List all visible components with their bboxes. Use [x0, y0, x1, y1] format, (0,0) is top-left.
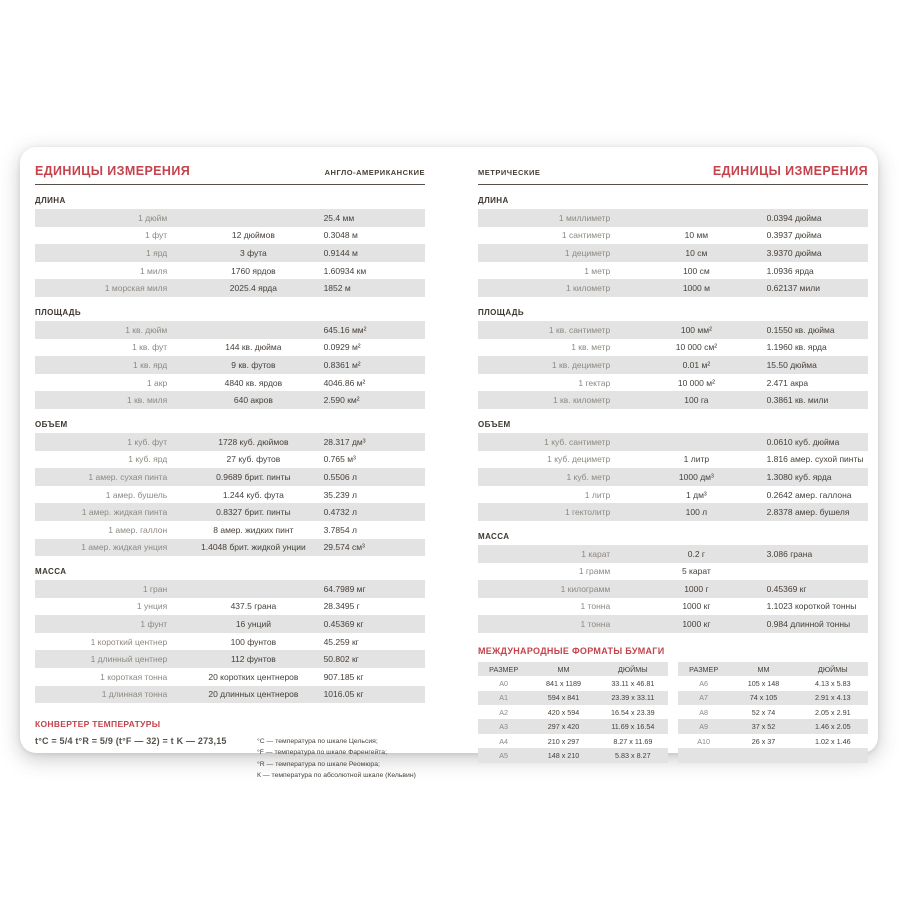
equivalent-cell: 100 л [685, 507, 708, 518]
table-row [35, 339, 425, 357]
metric-value-cell: 1.60934 км [323, 265, 367, 276]
paper-row [678, 705, 868, 719]
inches-cell: 2.05 x 2.91 [815, 707, 851, 717]
mm-cell: 148 x 210 [547, 750, 580, 760]
table-row [35, 209, 425, 227]
table-row [478, 468, 868, 486]
size-cell: A2 [499, 707, 509, 717]
unit-cell: 1 кв. фут [132, 342, 168, 353]
table-row [478, 321, 868, 339]
unit-cell: 1 грамм [578, 566, 611, 577]
unit-cell: 1 ярд [146, 247, 168, 258]
mm-cell: 420 x 594 [547, 707, 580, 717]
equivalent-cell: 27 куб. футов [226, 454, 281, 465]
table-row [478, 563, 868, 581]
table-row [35, 615, 425, 633]
equivalent-cell: 437.5 грана [230, 601, 277, 612]
metric-value-cell: 28.317 дм³ [323, 436, 366, 447]
metric-value-cell: 0.5506 л [323, 471, 357, 482]
section-title: ОБЪЕМ [35, 419, 68, 429]
section-title: ДЛИНА [478, 196, 509, 205]
equivalent-cell: 1 дм³ [686, 489, 707, 500]
metric-value-cell: 35.239 л [323, 489, 357, 500]
unit-cell: 1 миллиметр [558, 212, 611, 223]
section-area [35, 308, 425, 409]
unit-cell: 1 длинный центнер [90, 654, 168, 665]
converted-value-cell: 1.816 амер. сухой пинты [766, 454, 864, 465]
note-fahrenheit: °F — температура по шкале Фаренгейта; [257, 749, 387, 757]
inches-cell: 1.46 x 2.05 [815, 722, 851, 732]
table-row [35, 356, 425, 374]
paper-row [478, 734, 668, 748]
converted-value-cell: 0.62137 мили [766, 283, 820, 294]
paper-row [678, 734, 868, 748]
inches-cell: 4.13 x 5.83 [815, 678, 851, 688]
unit-cell: 1 кв. метр [571, 342, 611, 353]
paper-table-body [478, 676, 668, 762]
size-cell: A10 [697, 736, 711, 746]
equivalent-cell: 100 га [684, 395, 709, 406]
equivalent-cell: 3 фута [240, 247, 267, 258]
mm-cell: 74 x 105 [749, 693, 778, 703]
equivalent-cell: 2025.4 ярда [229, 283, 277, 294]
unit-cell: 1 тонна [580, 601, 611, 612]
header-rule [478, 184, 868, 185]
length-table [35, 209, 425, 297]
unit-cell: 1 амер. сухая пинта [88, 471, 168, 482]
converted-value-cell: 0.3937 дюйма [766, 230, 822, 241]
table-row [478, 615, 868, 633]
converted-value-cell: 0.984 длинной тонны [766, 619, 851, 630]
equivalent-cell: 5 карат [681, 566, 711, 577]
size-cell: A8 [699, 707, 709, 717]
table-row [35, 521, 425, 539]
equivalent-cell: 100 мм² [680, 324, 712, 335]
equivalent-cell: 10 000 см² [675, 342, 718, 353]
paper-row [678, 676, 868, 690]
unit-cell: 1 амер. жидкая пинта [81, 507, 168, 518]
converted-value-cell: 1.3080 куб. ярда [766, 471, 832, 482]
converted-value-cell: 2.471 акра [766, 377, 809, 388]
table-row [35, 244, 425, 262]
table-row [478, 227, 868, 245]
equivalent-cell: 10 000 м² [677, 377, 715, 388]
table-row [478, 339, 868, 357]
paper-table-a6-a10 [678, 662, 868, 763]
table-row [35, 486, 425, 504]
equivalent-cell: 0.01 м² [682, 359, 711, 370]
converted-value-cell: 0.45369 кг [766, 583, 807, 594]
metric-value-cell: 907.185 кг [323, 671, 364, 682]
table-row [478, 356, 868, 374]
equivalent-cell: 20 коротких центнеров [208, 671, 299, 682]
paper-row [478, 676, 668, 690]
temperature-formula: t°C = 5/4 t°R = 5/9 (t°F — 32) = t K — 273,15 [35, 736, 227, 747]
paper-row [478, 719, 668, 733]
table-row [478, 486, 868, 504]
table-row [478, 433, 868, 451]
metric-value-cell: 3.7854 л [323, 524, 357, 535]
converted-value-cell: 2.8378 амер. бушеля [766, 507, 850, 518]
equivalent-cell: 10 см [685, 247, 708, 258]
table-row [478, 451, 868, 469]
volume-table [478, 433, 868, 521]
size-cell: A6 [699, 678, 709, 688]
page-title: ЕДИНИЦЫ ИЗМЕРЕНИЯ [712, 164, 868, 178]
table-row [35, 391, 425, 409]
table-row [478, 545, 868, 563]
equivalent-cell: 112 фунтов [230, 654, 276, 665]
unit-cell: 1 дюйм [138, 212, 168, 223]
table-row [478, 262, 868, 280]
metric-value-cell: 0.765 м³ [323, 454, 356, 465]
equivalent-cell: 144 кв. дюйма [225, 342, 282, 353]
paper-table-header [478, 662, 668, 676]
inches-cell: 2.91 x 4.13 [815, 693, 851, 703]
section-mass [478, 532, 868, 633]
equivalent-cell: 1000 г [684, 583, 709, 594]
unit-cell: 1 кв. дециметр [551, 359, 611, 370]
section-area [478, 308, 868, 409]
inches-header: ДЮЙМЫ [618, 664, 648, 674]
table-row [35, 279, 425, 297]
unit-cell: 1 кв. миля [126, 395, 168, 406]
equivalent-cell: 1760 ярдов [231, 265, 276, 276]
section-title: ДЛИНА [35, 196, 66, 205]
size-cell: A1 [499, 693, 509, 703]
converted-value-cell: 1.1960 кв. ярда [766, 342, 827, 353]
unit-cell: 1 фут [145, 230, 168, 241]
metric-value-cell: 64.7989 мг [323, 583, 366, 594]
unit-cell: 1 куб. ярд [128, 454, 168, 465]
section-paper-formats [478, 646, 868, 763]
converted-value-cell: 15.50 дюйма [766, 359, 817, 370]
size-header: РАЗМЕР [689, 664, 719, 674]
equivalent-cell: 1000 м [682, 283, 710, 294]
unit-cell: 1 тонна [580, 619, 611, 630]
unit-cell: 1 метр [584, 265, 611, 276]
length-table [478, 209, 868, 297]
equivalent-cell: 1728 куб. дюймов [218, 436, 289, 447]
unit-cell: 1 акр [146, 377, 168, 388]
two-page-spread [20, 147, 878, 781]
table-row [35, 433, 425, 451]
inches-cell: 1.02 x 1.46 [815, 736, 851, 746]
paper-row [478, 748, 668, 762]
area-table [35, 321, 425, 409]
paper-formats-title: МЕЖДУНАРОДНЫЕ ФОРМАТЫ БУМАГИ [478, 645, 665, 656]
equivalent-cell: 8 амер. жидких пинт [213, 524, 294, 535]
converted-value-cell: 1.1023 короткой тонны [766, 601, 857, 612]
section-mass [35, 567, 425, 703]
section-length [35, 196, 425, 297]
page-left-anglo-american [35, 160, 425, 781]
converted-value-cell: 0.0394 дюйма [766, 212, 822, 223]
unit-cell: 1 гектар [578, 377, 611, 388]
table-row [35, 262, 425, 280]
unit-cell: 1 сантиметр [561, 230, 611, 241]
size-cell: A3 [499, 722, 509, 732]
inches-cell: 8.27 x 11.69 [613, 736, 653, 746]
table-row [35, 598, 425, 616]
converted-value-cell: 0.3861 кв. мили [766, 395, 829, 406]
metric-value-cell: 1852 м [323, 283, 351, 294]
equivalent-cell: 100 фунтов [230, 636, 277, 647]
inches-header: ДЮЙМЫ [818, 664, 848, 674]
temperature-title: КОНВЕРТЕР ТЕМПЕРАТУРЫ [35, 719, 161, 730]
mm-header: ММ [557, 664, 570, 674]
paper-table-body [678, 676, 868, 762]
size-cell: A0 [499, 678, 509, 688]
equivalent-cell: 1000 кг [682, 601, 711, 612]
paper-row [678, 691, 868, 705]
section-temperature-converter [35, 719, 425, 781]
section-title: МАССА [478, 531, 510, 541]
unit-cell: 1 куб. фут [127, 436, 168, 447]
table-row [478, 503, 868, 521]
equivalent-cell: 16 унций [235, 619, 271, 630]
unit-cell: 1 унция [136, 601, 168, 612]
unit-cell: 1 куб. метр [566, 471, 611, 482]
equivalent-cell: 9 кв. футов [231, 359, 276, 370]
equivalent-cell: 0.8327 брит. пинты [216, 507, 291, 518]
section-title: МАССА [35, 567, 67, 577]
inches-cell: 5.83 x 8.27 [615, 750, 651, 760]
table-row [35, 686, 425, 704]
unit-cell: 1 миля [139, 265, 168, 276]
metric-value-cell: 0.0929 м² [323, 342, 361, 353]
metric-value-cell: 0.4732 л [323, 507, 357, 518]
table-row [35, 668, 425, 686]
page-right-metric [478, 160, 868, 781]
mm-cell: 297 x 420 [547, 722, 580, 732]
temperature-content [35, 736, 425, 781]
metric-value-cell: 1016.05 кг [323, 689, 364, 700]
table-row [35, 503, 425, 521]
unit-cell: 1 гран [142, 583, 168, 594]
equivalent-cell: 0.2 г [687, 548, 706, 559]
equivalent-cell: 1.244 куб. фута [222, 489, 284, 500]
table-row [478, 598, 868, 616]
header-rule [35, 184, 425, 185]
size-cell: A5 [499, 750, 509, 760]
unit-cell: 1 фунт [140, 619, 168, 630]
paper-table-a0-a5 [478, 662, 668, 763]
table-row [35, 650, 425, 668]
unit-cell: 1 литр [584, 489, 611, 500]
inches-cell: 11.69 x 16.54 [611, 722, 655, 732]
mm-header: ММ [757, 664, 770, 674]
converted-value-cell: 3.086 грана [766, 548, 813, 559]
converted-value-cell: 0.0610 куб. дюйма [766, 436, 840, 447]
equivalent-cell: 1000 дм³ [678, 471, 714, 482]
mm-cell: 210 x 297 [547, 736, 580, 746]
metric-value-cell: 0.3048 м [323, 230, 358, 241]
page-title: ЕДИНИЦЫ ИЗМЕРЕНИЯ [35, 164, 191, 178]
unit-cell: 1 куб. сантиметр [544, 436, 611, 447]
mass-table [35, 580, 425, 703]
metric-value-cell: 0.45369 кг [323, 619, 364, 630]
equivalent-cell: 12 дюймов [231, 230, 275, 241]
unit-cell: 1 кв. ярд [133, 359, 168, 370]
table-row [35, 227, 425, 245]
paper-row [478, 705, 668, 719]
table-row [35, 580, 425, 598]
note-reaumur: °R — температура по шкале Реомюра; [257, 760, 380, 768]
table-row [35, 374, 425, 392]
size-header: РАЗМЕР [489, 664, 519, 674]
volume-table [35, 433, 425, 556]
metric-value-cell: 2.590 км² [323, 395, 360, 406]
table-row [478, 374, 868, 392]
unit-cell: 1 амер. бушель [105, 489, 168, 500]
inches-cell: 33.11 x 46.81 [611, 678, 655, 688]
paper-row [478, 691, 668, 705]
metric-value-cell: 29.574 см³ [323, 542, 365, 553]
metric-value-cell: 0.8361 м² [323, 359, 361, 370]
size-cell: A7 [699, 693, 709, 703]
unit-cell: 1 километр [565, 283, 611, 294]
page-right-header [478, 164, 868, 178]
converted-value-cell: 0.1550 кв. дюйма [766, 324, 835, 335]
unit-cell: 1 длинная тонна [101, 689, 168, 700]
metric-value-cell: 45.259 кг [323, 636, 359, 647]
equivalent-cell: 1 литр [683, 454, 710, 465]
equivalent-cell: 1.4048 брит. жидкой унции [201, 542, 306, 553]
unit-cell: 1 морская миля [104, 283, 168, 294]
mm-cell: 52 x 74 [751, 707, 776, 717]
table-row [35, 451, 425, 469]
equivalent-cell: 0.9689 брит. пинты [216, 471, 291, 482]
table-row [478, 244, 868, 262]
unit-cell: 1 гектолитр [564, 507, 611, 518]
section-title: ПЛОЩАДЬ [35, 307, 82, 317]
temperature-notes [257, 736, 416, 781]
equivalent-cell: 4840 кв. ярдов [224, 377, 283, 388]
paper-format-tables [478, 662, 868, 763]
paper-row [678, 748, 868, 762]
table-row [35, 321, 425, 339]
unit-cell: 1 куб. дециметр [547, 454, 611, 465]
unit-cell: 1 карат [581, 548, 611, 559]
mm-cell: 37 x 52 [751, 722, 776, 732]
metric-value-cell: 25.4 мм [323, 212, 355, 223]
metric-value-cell: 28.3495 г [323, 601, 360, 612]
unit-cell: 1 амер. жидкая унция [81, 542, 168, 553]
mm-cell: 594 x 841 [547, 693, 580, 703]
planner-spread-card [20, 147, 878, 779]
metric-value-cell: 645.16 мм² [323, 324, 367, 335]
unit-cell: 1 амер. галлон [108, 524, 168, 535]
equivalent-cell: 1000 кг [682, 619, 711, 630]
area-table [478, 321, 868, 409]
equivalent-cell: 640 акров [233, 395, 273, 406]
page-subtitle: АНГЛО-АМЕРИКАНСКИЕ [324, 168, 425, 177]
table-row [478, 279, 868, 297]
unit-cell: 1 короткий центнер [90, 636, 168, 647]
section-title: ОБЪЕМ [478, 419, 511, 429]
unit-cell: 1 кв. сантиметр [548, 324, 611, 335]
metric-value-cell: 0.9144 м [323, 247, 358, 258]
mm-cell: 26 x 37 [751, 736, 776, 746]
converted-value-cell: 0.2642 амер. галлона [766, 489, 852, 500]
paper-table-header [678, 662, 868, 676]
section-title: ПЛОЩАДЬ [478, 307, 525, 317]
paper-row [678, 719, 868, 733]
metric-value-cell: 4046.86 м² [323, 377, 366, 388]
table-row [35, 633, 425, 651]
equivalent-cell: 100 см [683, 265, 710, 276]
unit-cell: 1 килограмм [560, 583, 611, 594]
inches-cell: 16.54 x 23.39 [611, 707, 655, 717]
size-cell: A9 [699, 722, 709, 732]
section-volume [478, 420, 868, 521]
unit-cell: 1 короткая тонна [100, 671, 168, 682]
equivalent-cell: 10 мм [684, 230, 709, 241]
converted-value-cell: 3.9370 дюйма [766, 247, 822, 258]
section-length [478, 196, 868, 297]
table-row [478, 580, 868, 598]
table-row [478, 391, 868, 409]
unit-cell: 1 дециметр [564, 247, 611, 258]
size-cell: A4 [499, 736, 509, 746]
equivalent-cell: 20 длинных центнеров [208, 689, 299, 700]
page-subtitle: МЕТРИЧЕСКИЕ [478, 168, 541, 177]
section-volume [35, 420, 425, 556]
note-kelvin: К — температура по абсолютной шкале (Кельвин) [257, 771, 416, 779]
mm-cell: 105 x 148 [747, 678, 780, 688]
unit-cell: 1 кв. километр [552, 395, 611, 406]
table-row [35, 539, 425, 557]
inches-cell: 23.39 x 33.11 [611, 693, 655, 703]
table-row [35, 468, 425, 486]
mm-cell: 841 x 1189 [545, 678, 582, 688]
converted-value-cell: 1.0936 ярда [766, 265, 814, 276]
page-left-header [35, 164, 425, 178]
metric-value-cell: 50.802 кг [323, 654, 359, 665]
unit-cell: 1 кв. дюйм [125, 324, 168, 335]
table-row [478, 209, 868, 227]
mass-table [478, 545, 868, 633]
note-celsius: °C — температура по шкале Цельсия; [257, 738, 378, 746]
